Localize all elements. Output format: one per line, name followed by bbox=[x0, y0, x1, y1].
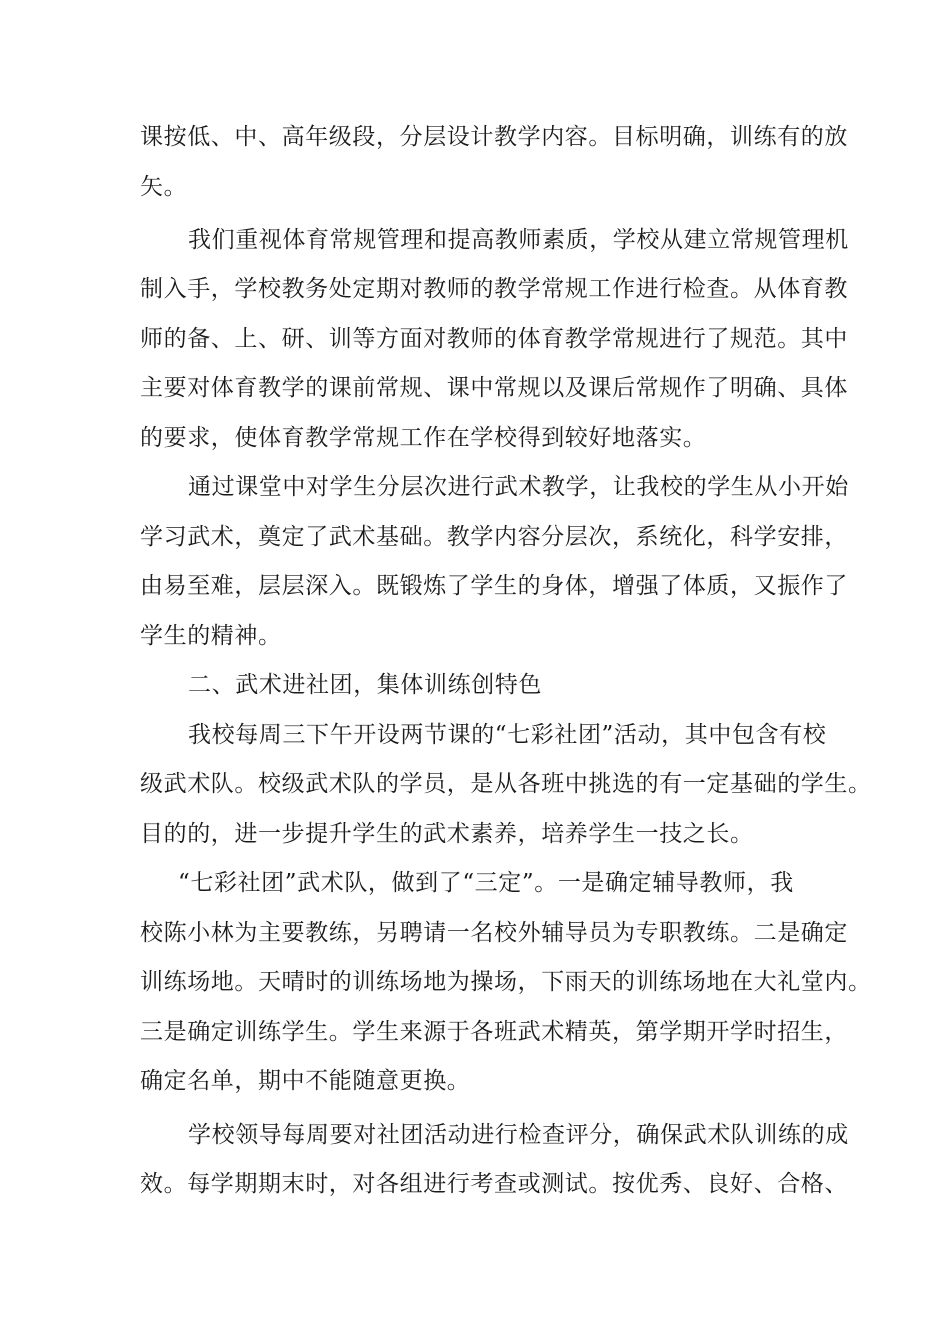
text-line: 确定名单，期中不能随意更换。 bbox=[140, 1068, 471, 1094]
paragraph-first-line: 我校每周三下午开设两节课的“七彩社团”活动，其中包含有校 bbox=[188, 722, 827, 748]
text-line: 师的备、上、研、训等方面对教师的体育教学常规进行了规范。其中 bbox=[140, 326, 848, 352]
text-line: 由易至难，层层深入。既锻炼了学生的身体，增强了体质，又振作了 bbox=[140, 573, 848, 599]
text-line: 课按低、中、高年级段，分层设计教学内容。目标明确，训练有的放 bbox=[140, 124, 848, 150]
paragraph-first-line: 通过课堂中对学生分层次进行武术教学，让我校的学生从小开始 bbox=[188, 474, 849, 500]
text-line: 的要求，使体育教学常规工作在学校得到较好地落实。 bbox=[140, 425, 707, 451]
text-line: 三是确定训练学生。学生来源于各班武术精英，第学期开学时招生， bbox=[140, 1019, 848, 1045]
text-line: 训练场地。天晴时的训练场地为操场，下雨天的训练场地在大礼堂内。 bbox=[140, 969, 872, 995]
text-line: 主要对体育教学的课前常规、课中常规以及课后常规作了明确、具体 bbox=[140, 375, 848, 401]
text-line: 学生的精神。 bbox=[140, 623, 282, 649]
text-line: 级武术队。校级武术队的学员，是从各班中挑选的有一定基础的学生。 bbox=[140, 771, 872, 797]
paragraph-first-line: 学校领导每周要对社团活动进行检查评分，确保武术队训练的成 bbox=[188, 1122, 849, 1148]
text-line: 校陈小林为主要教练，另聘请一名校外辅导员为专职教练。二是确定 bbox=[140, 920, 848, 946]
text-line: 学习武术，奠定了武术基础。教学内容分层次，系统化，科学安排， bbox=[140, 524, 848, 550]
text-line: 矢。 bbox=[140, 174, 188, 200]
text-line: 制入手，学校教务处定期对教师的教学常规工作进行检查。从体育教 bbox=[140, 276, 848, 302]
paragraph-first-line: 我们重视体育常规管理和提高教师素质，学校从建立常规管理机 bbox=[188, 227, 849, 253]
paragraph-first-line: “七彩社团”武术队，做到了“三定”。一是确定辅导教师，我 bbox=[178, 870, 794, 896]
text-line: 效。每学期期末时，对各组进行考查或测试。按优秀、良好、合格、 bbox=[140, 1171, 848, 1197]
text-line: 目的的，进一步提升学生的武术素养，培养学生一技之长。 bbox=[140, 821, 754, 847]
section-heading: 二、武术进社团，集体训练创特色 bbox=[188, 672, 542, 698]
